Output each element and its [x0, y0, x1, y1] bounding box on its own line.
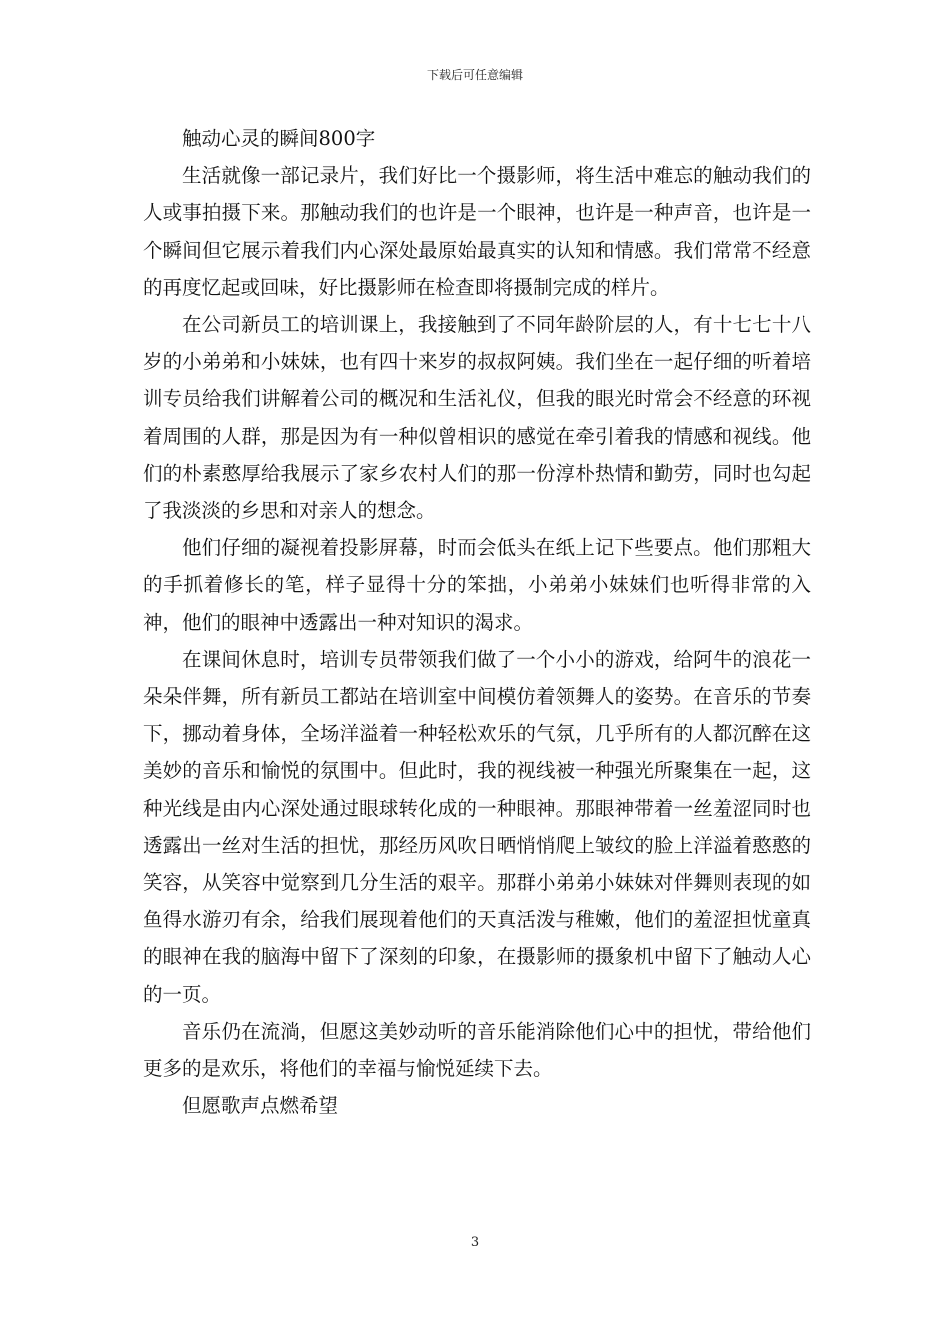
paragraph-1: 生活就像一部记录片，我们好比一个摄影师，将生活中难忘的触动我们的人或事拍摄下来。那触动我们的也许是一个眼神，也许是一种声音，也许是一个瞬间但它展示着我们内心深处最原始最真实的认知和情感。我们常常不经意的再度忆起或回味，好比摄影师在检查即将摄制完成的样片。 — [143, 164, 811, 299]
page-number: 3 — [470, 1235, 480, 1250]
paragraph-5: 音乐仍在流淌，但愿这美妙动听的音乐能消除他们心中的担忧，带给他们更多的是欢乐，将他们的幸福与愉悦延续下去。 — [143, 1019, 811, 1081]
paragraph-4: 在课间休息时，培训专员带领我们做了一个小小的游戏，给阿牛的浪花一朵朵伴舞，所有新员工都站在培训室中间模仿着领舞人的姿势。在音乐的节奏下，挪动着身体，全场洋溢着一种轻松欢乐的气氛，几乎所有的人都沉醉在这美妙的音乐和愉悦的氛围中。但此时，我的视线被一种强光所聚集在一起，这种光线是由内心深处通过眼球转化成的一种眼神。那眼神带着一丝羞涩同时也透露出一丝对生活的担忧，那经历风吹日晒悄悄爬上皱纹的脸上洋溢着憨憨的笑容，从笑容中觉察到几分生活的艰辛。那群小弟弟小妹妹对伴舞则表现的如鱼得水游刃有余，给我们展现着他们的天真活泼与稚嫩，他们的羞涩担忧童真的眼神在我的脑海中留下了深刻的印象，在摄影师的摄象机中留下了触动人心的一页。 — [143, 647, 811, 1006]
article-title: 触动心灵的瞬间800字 — [182, 127, 376, 150]
article-body — [143, 120, 811, 1124]
paragraph-2: 在公司新员工的培训课上，我接触到了不同年龄阶层的人，有十七七十八岁的小弟弟和小妹妹，也有四十来岁的叔叔阿姨。我们坐在一起仔细的听着培训专员给我们讲解着公司的概况和生活礼仪，但我的眼光时常会不经意的环视着周围的人群，那是因为有一种似曾相识的感觉在牵引着我的情感和视线。他们的朴素憨厚给我展示了家乡农村人们的那一份淳朴热情和勤劳，同时也勾起了我淡淡的乡思和对亲人的想念。 — [143, 313, 811, 523]
header-note: 下载后可任意编辑 — [426, 68, 523, 82]
paragraph-3: 他们仔细的凝视着投影屏幕，时而会低头在纸上记下些要点。他们那粗大的手抓着修长的笔，样子显得十分的笨拙，小弟弟小妹妹们也听得非常的入神，他们的眼神中透露出一种对知识的渴求。 — [143, 536, 811, 634]
paragraph-6: 但愿歌声点燃希望 — [182, 1094, 339, 1118]
